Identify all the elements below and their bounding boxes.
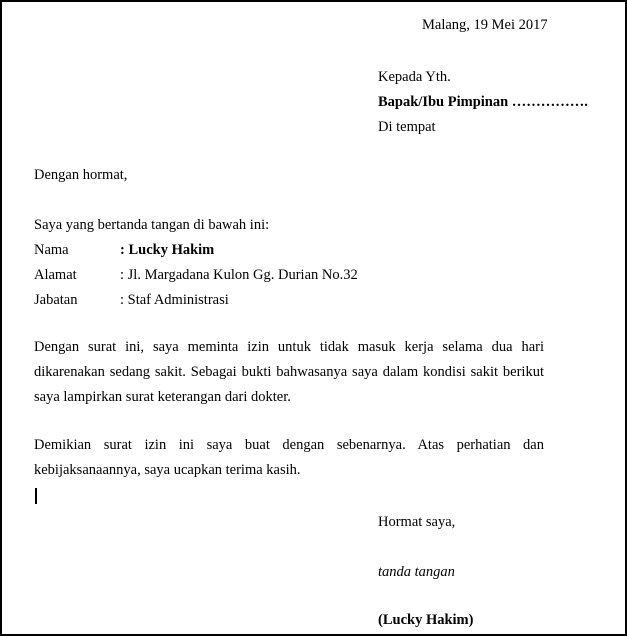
recipient-line-1: Kepada Yth.	[378, 69, 451, 85]
sign-off: Hormat saya,	[378, 514, 456, 530]
field-value: : Jl. Margadana Kulon Gg. Durian No.32	[120, 267, 358, 283]
salutation: Dengan hormat,	[34, 167, 128, 183]
recipient-line-3: Di tempat	[378, 119, 436, 135]
place-date: Malang, 19 Mei 2017	[422, 17, 548, 33]
field-row-name	[34, 241, 214, 259]
field-value: : Staf Administrasi	[120, 292, 229, 308]
intro-text: Saya yang bertanda tangan di bawah ini:	[34, 217, 270, 233]
field-label: Jabatan	[34, 292, 78, 308]
field-value: : Lucky Hakim	[120, 242, 215, 258]
body-paragraph: Dengan surat ini, saya meminta izin untuk tidak masuk kerja selama dua hari dikarenakan sedang sakit. Sebagai bukti bahwasanya saya dalam kondisi sakit berikut saya lampirkan surat keterangan dari dokter.	[34, 339, 544, 405]
text-cursor	[35, 488, 37, 504]
signer-name: (Lucky Hakim)	[378, 612, 474, 628]
field-row-position	[34, 291, 229, 309]
field-label: Nama	[34, 242, 69, 258]
recipient-line-2: Bapak/Ibu Pimpinan …………….	[378, 94, 588, 110]
closing-paragraph: Demikian surat izin ini saya buat dengan sebenarnya. Atas perhatian dan kebijaksanaannya, saya ucapkan terima kasih.	[34, 437, 544, 478]
signature-placeholder: tanda tangan	[378, 564, 455, 580]
field-label: Alamat	[34, 267, 77, 283]
field-row-address	[34, 266, 358, 284]
